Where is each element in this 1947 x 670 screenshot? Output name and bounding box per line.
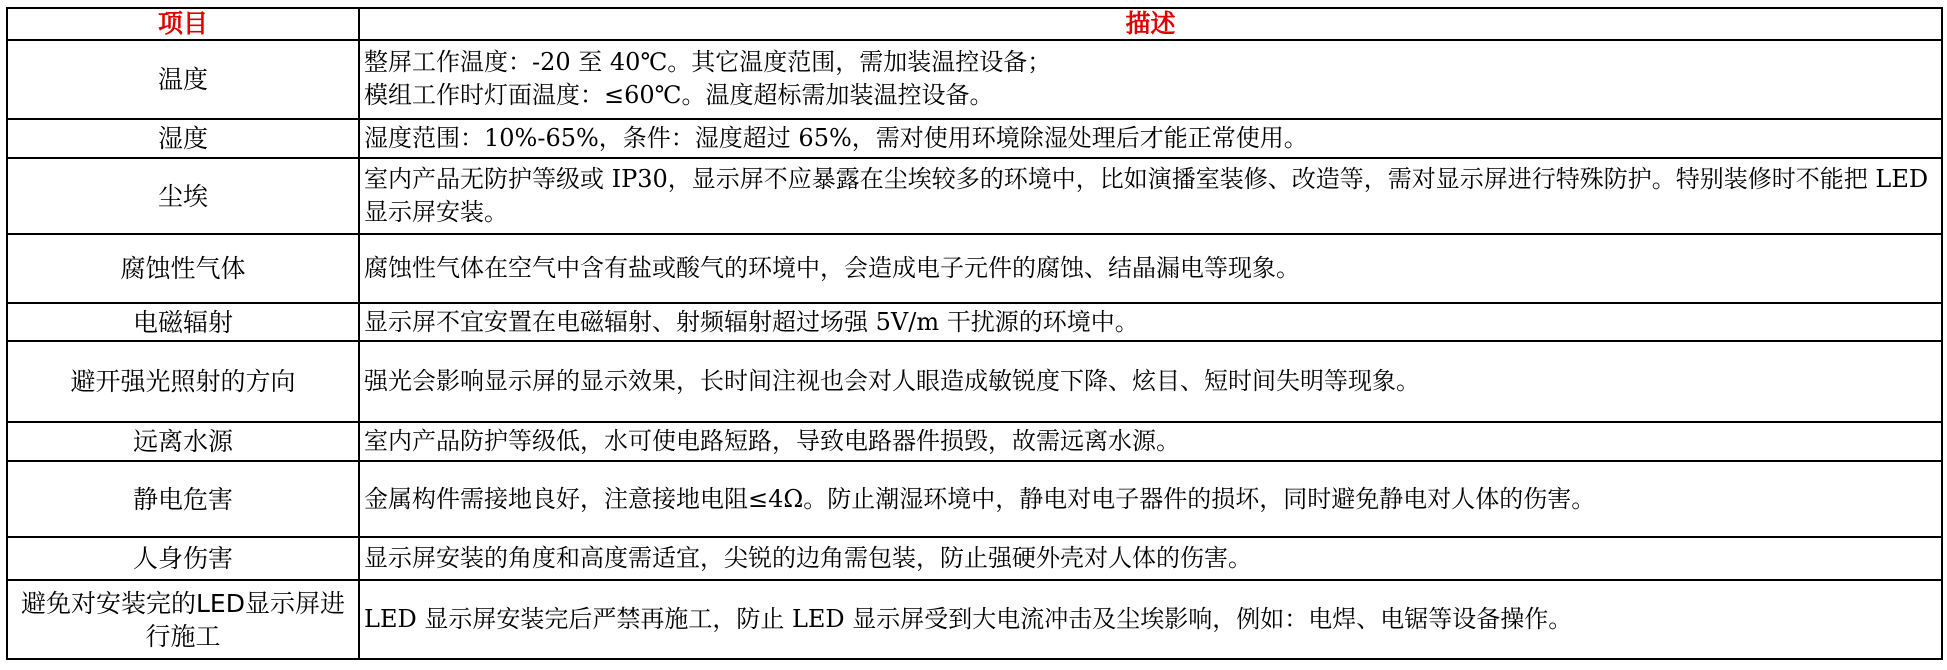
row-item-cell: 尘埃 — [7, 158, 359, 233]
row-item-cell: 避开强光照射的方向 — [7, 341, 359, 422]
row-description-cell: 整屏工作温度：-20 至 40℃。其它温度范围，需加装温控设备； 模组工作时灯面温度：≤60℃。温度超标需加装温控设备。 — [359, 40, 1942, 119]
row-item-cell: 腐蚀性气体 — [7, 234, 359, 303]
table-header-row — [7, 8, 1942, 40]
row-description-cell: 室内产品无防护等级或 IP30，显示屏不应暴露在尘埃较多的环境中，比如演播室装修、改造等，需对显示屏进行特殊防护。特别装修时不能把 LED 显示屏安装。 — [359, 158, 1942, 233]
table-row — [7, 341, 1942, 422]
row-description-cell: 室内产品防护等级低，水可使电路短路，导致电路器件损毁，故需远离水源。 — [359, 422, 1942, 461]
table-row — [7, 119, 1942, 159]
row-item-cell: 远离水源 — [7, 422, 359, 461]
environment-requirements-table — [6, 7, 1943, 660]
column-header-item: 项目 — [7, 8, 359, 40]
table-row — [7, 537, 1942, 580]
row-description-cell: 显示屏安装的角度和高度需适宜，尖锐的边角需包装，防止强硬外壳对人体的伤害。 — [359, 537, 1942, 580]
table-row — [7, 422, 1942, 461]
column-header-description: 描述 — [359, 8, 1942, 40]
row-item-cell: 湿度 — [7, 119, 359, 159]
row-item-cell: 避免对安装完的LED显示屏进行施工 — [7, 580, 359, 659]
row-description-cell: LED 显示屏安装完后严禁再施工，防止 LED 显示屏受到大电流冲击及尘埃影响，例如：电焊、电锯等设备操作。 — [359, 580, 1942, 659]
row-item-cell: 人身伤害 — [7, 537, 359, 580]
table-row — [7, 234, 1942, 303]
table-row — [7, 40, 1942, 119]
table-row — [7, 461, 1942, 537]
row-description-cell: 金属构件需接地良好，注意接地电阻≤4Ω。防止潮湿环境中，静电对电子器件的损坏，同时避免静电对人体的伤害。 — [359, 461, 1942, 537]
row-item-cell: 温度 — [7, 40, 359, 119]
row-description-cell: 腐蚀性气体在空气中含有盐或酸气的环境中，会造成电子元件的腐蚀、结晶漏电等现象。 — [359, 234, 1942, 303]
row-item-cell: 静电危害 — [7, 461, 359, 537]
row-description-cell: 强光会影响显示屏的显示效果，长时间注视也会对人眼造成敏锐度下降、炫目、短时间失明等现象。 — [359, 341, 1942, 422]
table-row — [7, 158, 1942, 233]
row-description-cell: 显示屏不宜安置在电磁辐射、射频辐射超过场强 5V/m 干扰源的环境中。 — [359, 303, 1942, 342]
row-description-cell: 湿度范围：10%-65%，条件：湿度超过 65%，需对使用环境除湿处理后才能正常使用。 — [359, 119, 1942, 159]
table-row — [7, 580, 1942, 659]
table-row — [7, 303, 1942, 342]
row-item-cell: 电磁辐射 — [7, 303, 359, 342]
